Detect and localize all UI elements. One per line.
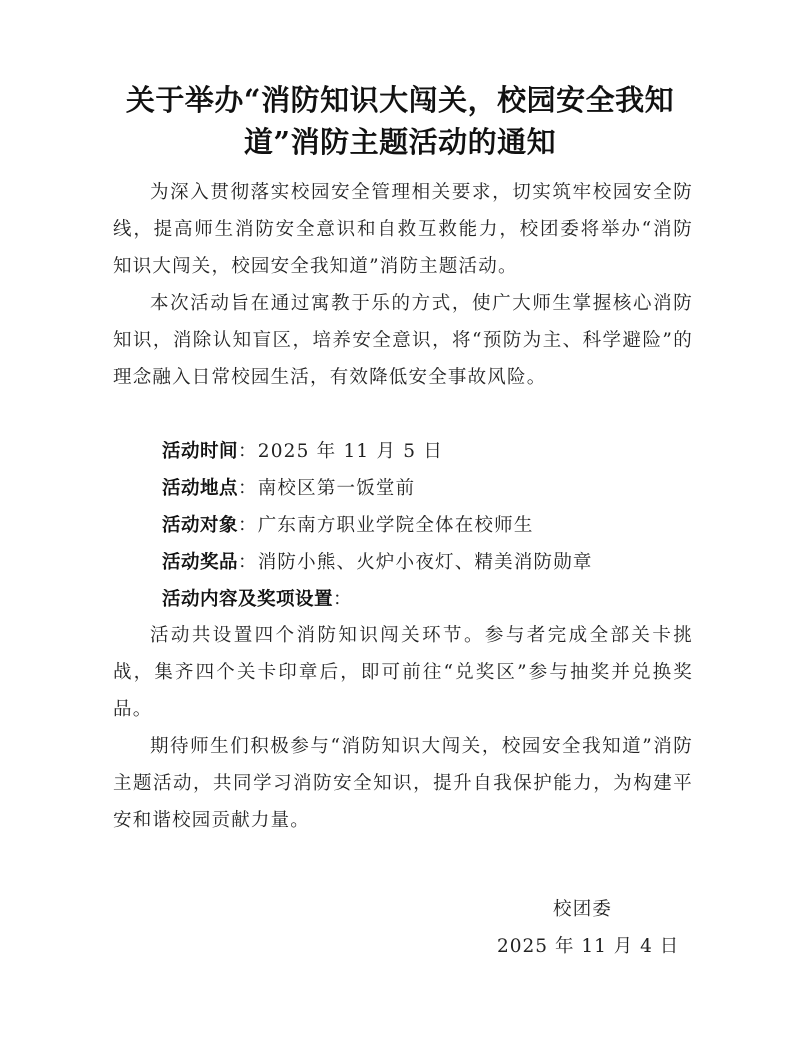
purpose-paragraph: 本次活动旨在通过寓教于乐的方式，使广大师生掌握核心消防知识，消除认知盲区，培养安全意识，将“预防为主、科学避险”的理念融入日常校园生活，有效降低安全事故风险。 — [113, 293, 693, 388]
activity-prizes-row — [162, 544, 593, 581]
activity-prizes-value: 消防小熊、火炉小夜灯、精美消防勋章 — [257, 552, 593, 573]
intro-paragraph: 为深入贯彻落实校园安全管理相关要求，切实筑牢校园安全防线，提高师生消防安全意识和自救互救能力，校团委将举办“消防知识大闯关，校园安全我知道”消防主题活动。 — [113, 182, 693, 277]
activity-content-label: 活动内容及奖项设置 — [162, 589, 334, 610]
activity-audience-value: 广东南方职业学院全体在校师生 — [257, 515, 534, 536]
activity-audience-label: 活动对象 — [162, 515, 239, 536]
activity-time-row — [162, 433, 443, 470]
colon: ： — [238, 552, 258, 573]
activity-location-label: 活动地点 — [162, 478, 239, 499]
activity-prizes-label: 活动奖品 — [162, 552, 239, 573]
content-paragraph: 活动共设置四个消防知识闯关环节。参与者完成全部关卡挑战，集齐四个关卡印章后，即可前往“兑奖区”参与抽奖并兑换奖品。 — [113, 625, 693, 720]
signature-date: 2025 年 11 月 4 日 — [497, 936, 680, 957]
notice-title-line-2: 道”消防主题活动的通知 — [243, 125, 557, 159]
closing-paragraph: 期待师生们积极参与“消防知识大闯关，校园安全我知道”消防主题活动，共同学习消防安全知识，提升自我保护能力，为构建平安和谐校园贡献力量。 — [113, 736, 693, 831]
signature-organization: 校团委 — [553, 899, 613, 920]
activity-location-value: 南校区第一饭堂前 — [257, 478, 416, 499]
colon: ： — [238, 441, 258, 462]
activity-location-row — [162, 470, 415, 507]
activity-time-value: 2025 年 11 月 5 日 — [257, 441, 444, 462]
colon: ： — [333, 589, 353, 610]
colon: ： — [238, 478, 258, 499]
notice-title-line-1: 关于举办“消防知识大闯关，校园安全我知 — [125, 83, 675, 117]
colon: ： — [238, 515, 258, 536]
activity-time-label: 活动时间 — [162, 441, 239, 462]
activity-audience-row — [162, 507, 534, 544]
activity-content-row — [162, 581, 353, 618]
